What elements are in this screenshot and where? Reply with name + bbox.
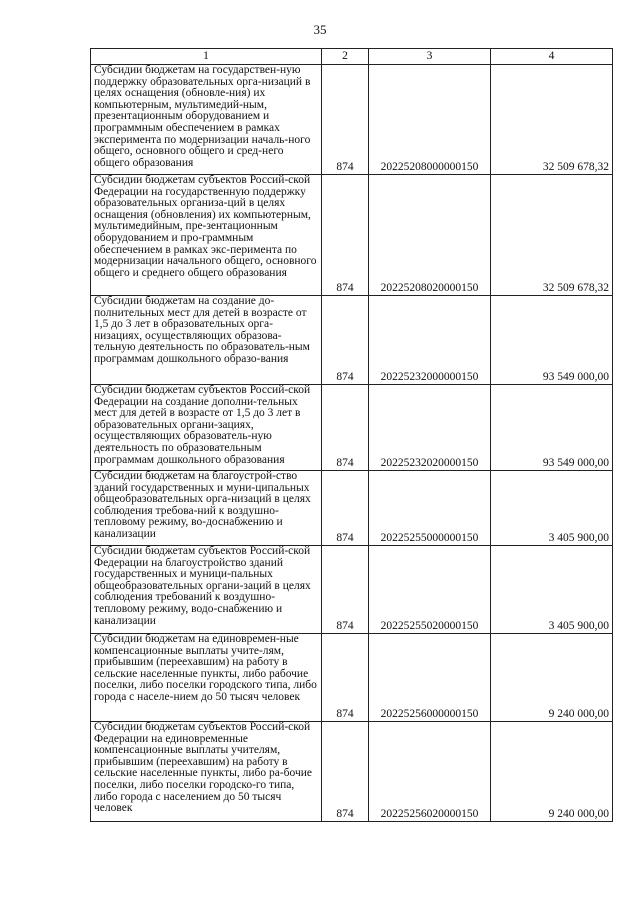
row-budget-code: 20225232000000150 — [369, 296, 491, 385]
row-budget-code: 20225256000000150 — [369, 634, 491, 722]
column-header-3: 3 — [369, 49, 491, 65]
row-amount: 3 405 900,00 — [491, 546, 613, 634]
row-name: Субсидии бюджетам субъектов Россий-ской Федерации на создание дополни-тельных мест для детей в возрасте от 1,5 до 3 лет в образовательных органи-зациях, осуществляющих образователь-ную деятельность по образовательным программам дошкольного образования — [91, 385, 322, 471]
table-row — [91, 634, 613, 722]
row-admin-code: 874 — [322, 175, 369, 296]
table-row — [91, 296, 613, 385]
budget-revenue-table — [90, 48, 613, 822]
table-row — [91, 546, 613, 634]
row-budget-code: 20225256020000150 — [369, 722, 491, 822]
table-row — [91, 175, 613, 296]
column-header-1: 1 — [91, 49, 322, 65]
row-budget-code: 20225208020000150 — [369, 175, 491, 296]
table-header-row — [91, 49, 613, 65]
row-amount: 32 509 678,32 — [491, 175, 613, 296]
row-admin-code: 874 — [322, 722, 369, 822]
table-row — [91, 385, 613, 471]
row-name: Субсидии бюджетам субъектов Россий-ской Федерации на благоустройство зданий государственных и муници-пальных общеобразовательных органи-заций в целях соблюдения требований к воздушно-тепловому режиму, водо-снабжению и канализации — [91, 546, 322, 634]
row-name: Субсидии бюджетам субъектов Россий-ской Федерации на единовременные компенсационные выплаты учителям, прибывшим (переехавшим) на работу в сельские населенные пункты, либо ра-бочие поселки, либо поселки городско-го типа, либо города с населением до 50 тысяч человек — [91, 722, 322, 822]
row-admin-code: 874 — [322, 634, 369, 722]
row-admin-code: 874 — [322, 65, 369, 175]
row-admin-code: 874 — [322, 546, 369, 634]
row-budget-code: 20225255020000150 — [369, 546, 491, 634]
column-header-2: 2 — [322, 49, 369, 65]
row-name: Субсидии бюджетам на государствен-ную поддержку образовательных орга-низаций в целях оснащения (обновле-ния) их компьютерным, мультимедий-ным, презентационным оборудованием и программным обеспечением в рамках эксперимента по модернизации началь-ного общего, основного общего и сред-него общего образования — [91, 65, 322, 175]
row-budget-code: 20225232020000150 — [369, 385, 491, 471]
row-amount: 3 405 900,00 — [491, 471, 613, 546]
table-row — [91, 65, 613, 175]
row-admin-code: 874 — [322, 385, 369, 471]
row-name: Субсидии бюджетам на единовремен-ные компенсационные выплаты учите-лям, прибывшим (переехавшим) на работу в сельские населенные пункты, либо рабочие поселки, либо поселки городского типа, либо города с населе-нием до 50 тысяч человек — [91, 634, 322, 722]
column-header-4: 4 — [491, 49, 613, 65]
row-admin-code: 874 — [322, 296, 369, 385]
row-amount: 32 509 678,32 — [491, 65, 613, 175]
row-name: Субсидии бюджетам субъектов Россий-ской Федерации на государственную поддержку образовательных организа-ций в целях оснащения (обновления) их компьютерным, мультимедийным, пре-зентационным оборудованием и про-граммным обеспечением в рамках экс-перимента по модернизации начального общего, основного общего и среднего общего образования — [91, 175, 322, 296]
row-budget-code: 20225208000000150 — [369, 65, 491, 175]
table-row — [91, 471, 613, 546]
page-number: 35 — [313, 22, 327, 37]
row-amount: 9 240 000,00 — [491, 722, 613, 822]
row-amount: 93 549 000,00 — [491, 385, 613, 471]
row-admin-code: 874 — [322, 471, 369, 546]
row-budget-code: 20225255000000150 — [369, 471, 491, 546]
table-row — [91, 722, 613, 822]
row-amount: 9 240 000,00 — [491, 634, 613, 722]
row-amount: 93 549 000,00 — [491, 296, 613, 385]
row-name: Субсидии бюджетам на благоустрой-ство зданий государственных и муни-ципальных общеобразовательных орга-низаций в целях соблюдения требова-ний к воздушно-тепловому режиму, во-доснабжению и канализации — [91, 471, 322, 546]
row-name: Субсидии бюджетам на создание до-полнительных мест для детей в возрасте от 1,5 до 3 лет в образовательных орга-низациях, осуществляющих образова-тельную деятельность по образователь-ным программам дошкольного образо-вания — [91, 296, 322, 385]
